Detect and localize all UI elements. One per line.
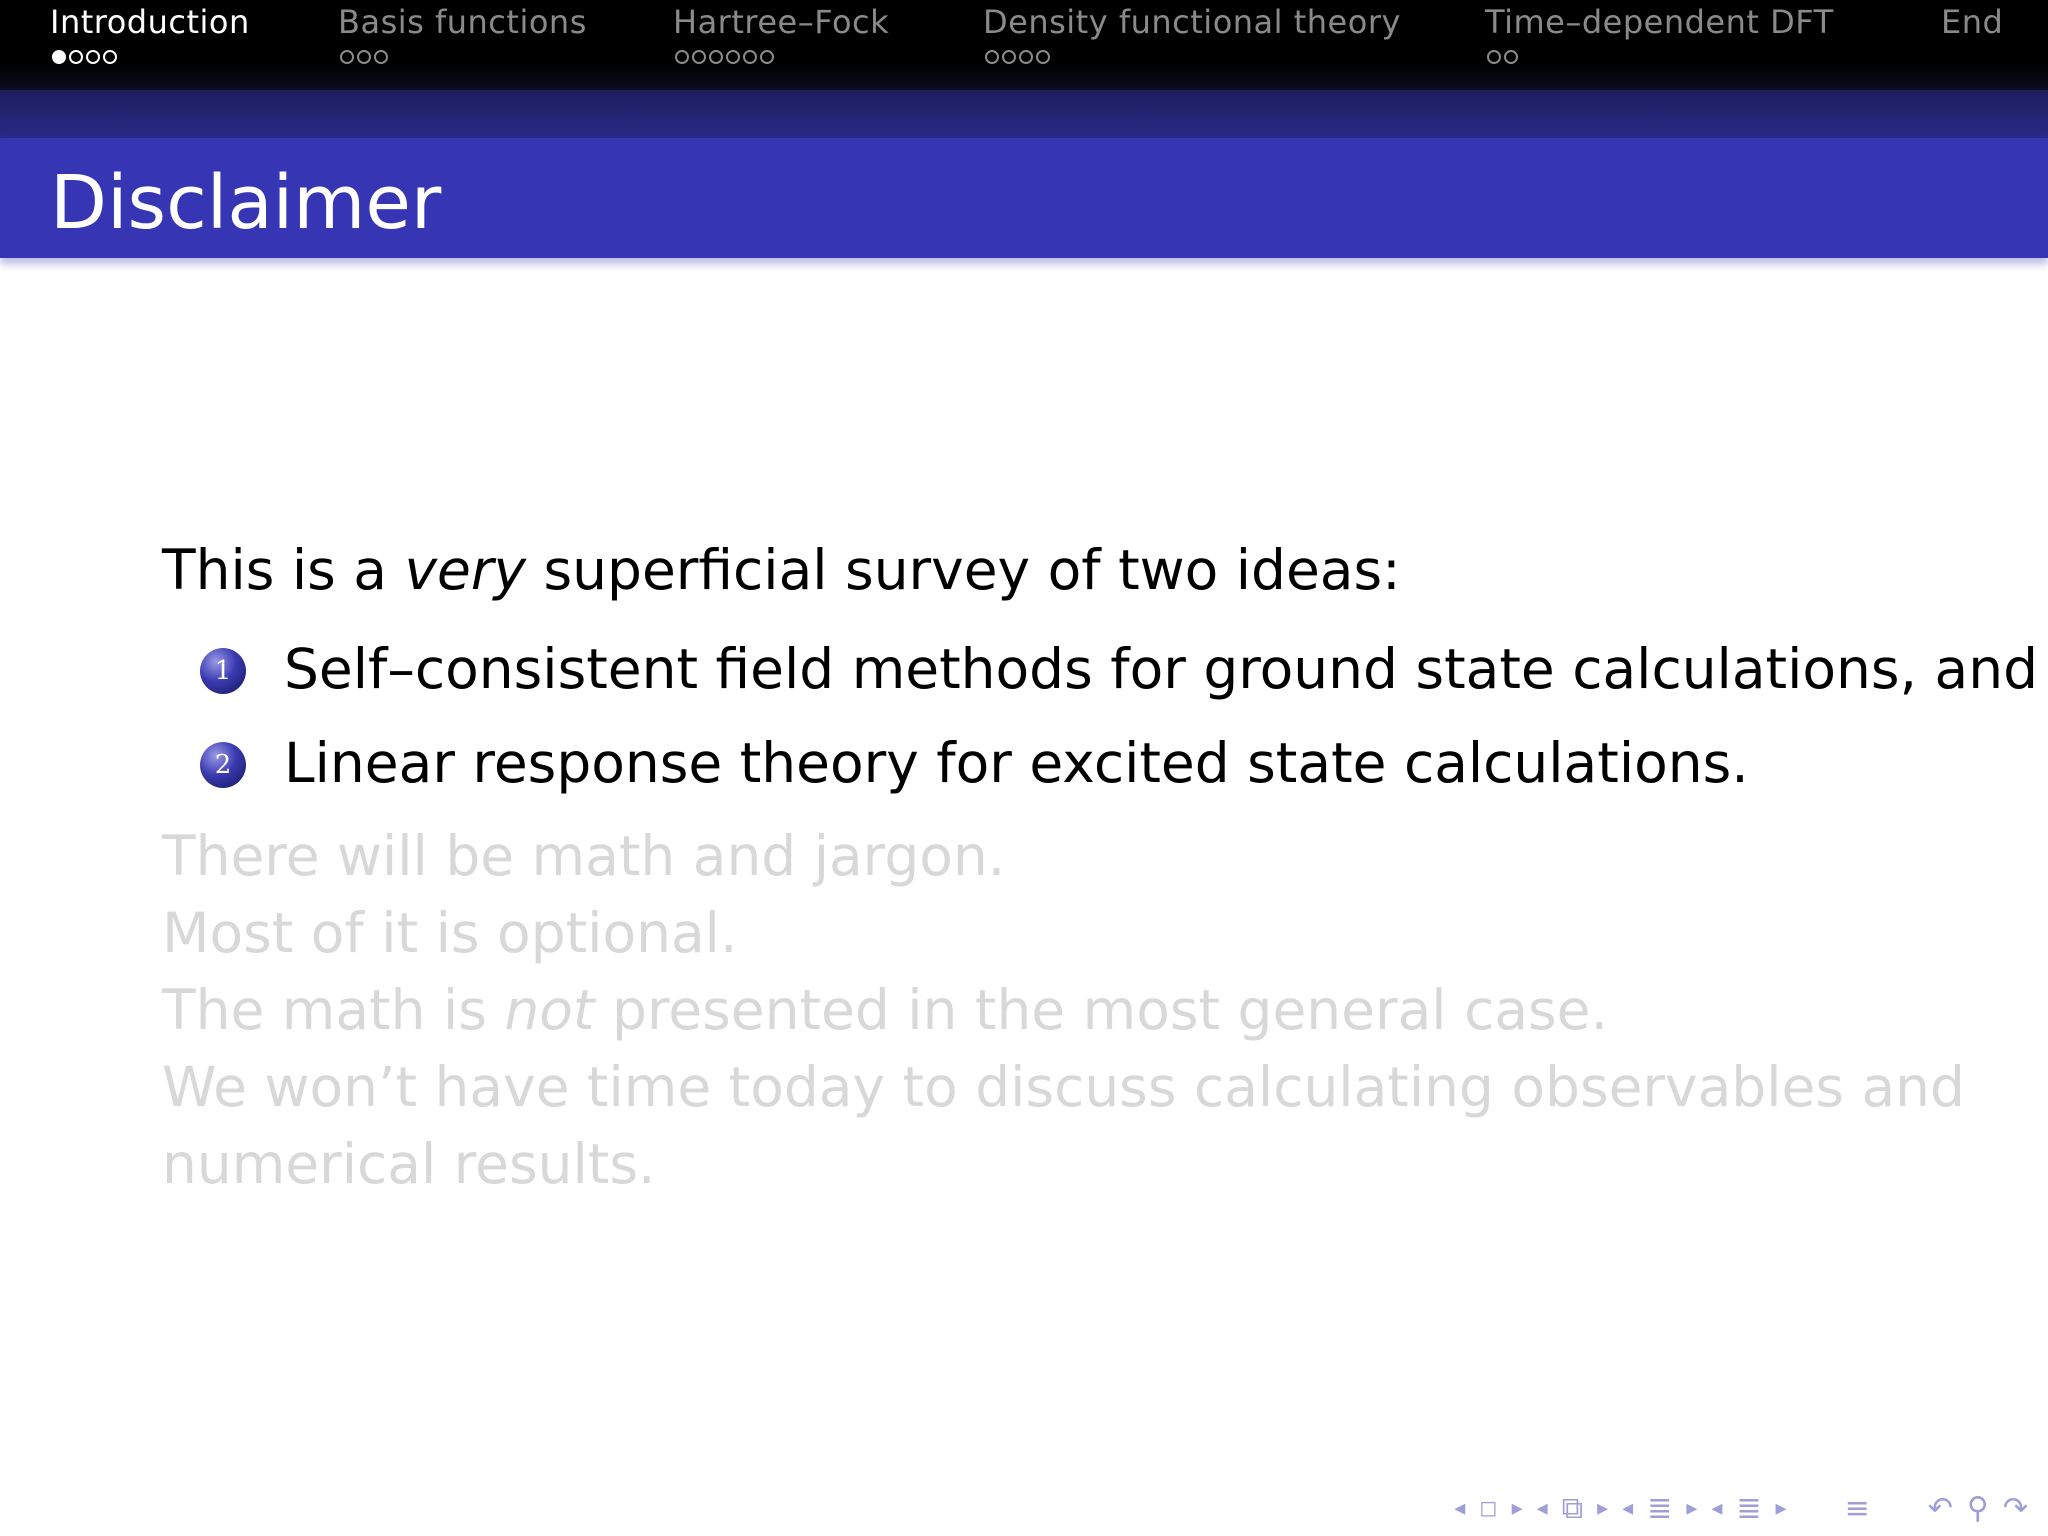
align-icon[interactable]: ≡ xyxy=(1844,1490,1870,1526)
section-navigation-bar xyxy=(0,0,2048,90)
arrow-right-icon[interactable]: ▸ xyxy=(1686,1495,1698,1521)
frame-dot[interactable] xyxy=(340,50,354,64)
subsection-bar xyxy=(0,90,2048,138)
enumerated-item xyxy=(162,716,2022,810)
arrow-left-icon[interactable]: ◂ xyxy=(1622,1495,1634,1521)
frame-dot[interactable] xyxy=(1002,50,1016,64)
frame-dot[interactable] xyxy=(726,50,740,64)
item-text: Linear response theory for excited state calculations. xyxy=(284,731,1749,795)
nav-section-label: Density functional theory xyxy=(983,3,1401,41)
nav-section-label: Introduction xyxy=(50,3,250,41)
faded-line: numerical results. xyxy=(162,1132,656,1196)
enumerated-item xyxy=(162,622,2038,716)
frame-dot[interactable] xyxy=(103,50,117,64)
frame-dot[interactable] xyxy=(743,50,757,64)
frame-title: Disclaimer xyxy=(50,160,442,246)
frame-dot[interactable] xyxy=(675,50,689,64)
faded-line: There will be math and jargon. xyxy=(162,824,1006,888)
faded-line: Most of it is optional. xyxy=(162,901,738,965)
nav-section-label: Time–dependent DFT xyxy=(1485,3,1834,41)
intro-emphasis: very xyxy=(404,538,527,602)
arrow-left-icon[interactable]: ◂ xyxy=(1454,1495,1466,1521)
nav-section-label: Basis functions xyxy=(338,3,587,41)
nav-section-label: End xyxy=(1941,3,2004,41)
arrow-left-icon[interactable]: ◂ xyxy=(1536,1495,1548,1521)
frame-dot[interactable] xyxy=(69,50,83,64)
item-number-ball: 1 xyxy=(200,648,246,694)
frame-dot[interactable] xyxy=(709,50,723,64)
section-icon[interactable]: ≣ xyxy=(1736,1490,1762,1526)
arrow-right-icon[interactable]: ▸ xyxy=(1511,1495,1523,1521)
navigation-symbols xyxy=(1454,1488,2028,1528)
slide-content xyxy=(162,530,2038,1203)
undo-icon[interactable]: ↶ xyxy=(1927,1490,1953,1526)
item-number-ball: 2 xyxy=(200,742,246,788)
intro-text-end: superficial survey of two ideas: xyxy=(526,538,1401,602)
faded-text-end: presented in the most general case. xyxy=(594,978,1608,1042)
subsection-icon[interactable]: ⧉ xyxy=(1561,1490,1584,1526)
arrow-right-icon[interactable]: ▸ xyxy=(1775,1495,1787,1521)
faded-line: We won’t have time today to discuss calculating observables and xyxy=(162,1055,1965,1119)
frame-dots xyxy=(340,50,388,64)
faded-line xyxy=(162,972,2022,1049)
frame-dot[interactable] xyxy=(985,50,999,64)
frame-dots xyxy=(52,50,117,64)
frame-dot[interactable] xyxy=(86,50,100,64)
frame-icon[interactable]: ◻ xyxy=(1479,1495,1498,1521)
frame-dot[interactable] xyxy=(1504,50,1518,64)
frame-dots xyxy=(675,50,774,64)
frame-dots xyxy=(985,50,1050,64)
frame-dot[interactable] xyxy=(357,50,371,64)
frame-dots xyxy=(1487,50,1518,64)
frame-dot[interactable] xyxy=(1036,50,1050,64)
redo-icon[interactable]: ↷ xyxy=(2002,1490,2028,1526)
frame-dot[interactable] xyxy=(374,50,388,64)
nav-section-label: Hartree–Fock xyxy=(673,3,890,41)
item-text: Self–consistent field methods for ground state calculations, and xyxy=(284,637,2038,701)
faded-emphasis: not xyxy=(504,978,595,1042)
section-icon[interactable]: ≣ xyxy=(1647,1490,1673,1526)
frame-title-bar xyxy=(0,138,2048,258)
frame-dot-current[interactable] xyxy=(52,50,66,64)
arrow-left-icon[interactable]: ◂ xyxy=(1711,1495,1723,1521)
search-icon[interactable]: ⚲ xyxy=(1966,1490,1989,1526)
frame-dot[interactable] xyxy=(760,50,774,64)
intro-text xyxy=(162,530,2022,610)
intro-text-start: This is a xyxy=(162,538,405,602)
frame-dot[interactable] xyxy=(1487,50,1501,64)
faded-text-start: The math is xyxy=(162,978,505,1042)
frame-dot[interactable] xyxy=(1019,50,1033,64)
arrow-right-icon[interactable]: ▸ xyxy=(1597,1495,1609,1521)
frame-dot[interactable] xyxy=(692,50,706,64)
